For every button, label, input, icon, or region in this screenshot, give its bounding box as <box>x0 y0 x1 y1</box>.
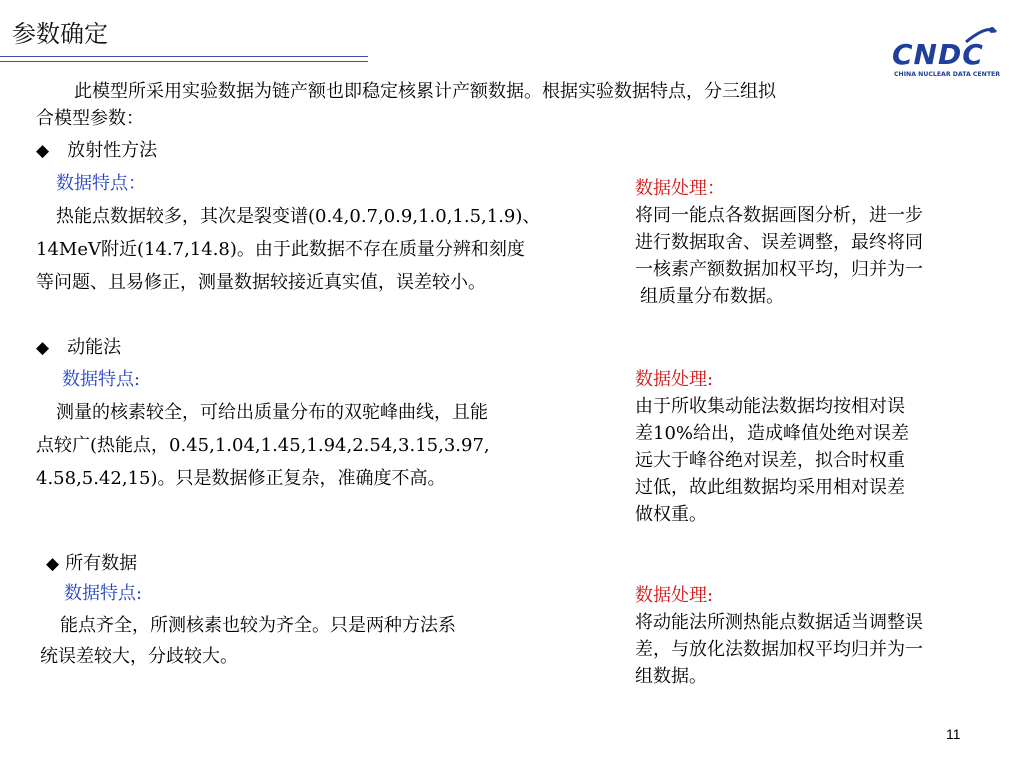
svg-text:CHINA NUCLEAR DATA CENTER: CHINA NUCLEAR DATA CENTER <box>894 71 1000 78</box>
section-1-feature-line-1: 热能点数据较多，其次是裂变谱(0.4,0.7,0.9,1.0,1.5,1.9)、 <box>56 206 541 227</box>
svg-text:CNDC: CNDC <box>892 38 984 71</box>
diamond-bullet-icon: ◆ <box>36 338 50 358</box>
section-1-feature-line-2: 14MeV附近(14.7,14.8)。由于此数据不存在质量分辨和刻度 <box>36 239 525 260</box>
section-1-process-line-1: 将同一能点各数据画图分析，进一步 <box>635 205 923 226</box>
title-underline-bottom <box>0 61 368 62</box>
section-3-process-line-2: 差，与放化法数据加权平均归并为一 <box>635 639 923 660</box>
diamond-bullet-icon: ◆ <box>46 554 60 574</box>
cndc-logo <box>888 20 1000 84</box>
section-1-process-label: 数据处理： <box>635 178 725 199</box>
title-underline-top <box>0 56 368 57</box>
section-2-feature-line-3: 4.58,5.42,15)。只是数据修正复杂，准确度不高。 <box>36 468 446 489</box>
section-3-feature-line-2: 统误差较大，分歧较大。 <box>40 646 238 667</box>
section-2-process-line-1: 由于所收集动能法数据均按相对误 <box>635 396 905 417</box>
page-title: 参数确定 <box>12 20 108 48</box>
section-1-heading <box>36 137 157 165</box>
section-2-process-line-3: 远大于峰谷绝对误差，拟合时权重 <box>635 450 905 471</box>
section-2-heading <box>36 334 121 362</box>
page-number: 11 <box>946 726 961 742</box>
section-2-title: 动能法 <box>67 337 122 358</box>
section-3-process-line-3: 组数据。 <box>635 666 707 687</box>
section-2-feature-label: 数据特点: <box>62 369 141 390</box>
section-2-process-label: 数据处理: <box>635 369 714 390</box>
section-3-process-label: 数据处理: <box>635 585 714 606</box>
section-1-process-line-2: 进行数据取舍、误差调整，最终将同 <box>635 232 923 253</box>
intro-line-1: 此模型所采用实验数据为链产额也即稳定核累计产额数据。根据实验数据特点，分三组拟 <box>74 81 776 102</box>
section-2-feature-line-1: 测量的核素较全，可给出质量分布的双驼峰曲线，且能 <box>56 402 488 423</box>
section-2-process-line-2: 差10%给出，造成峰值处绝对误差 <box>635 423 910 444</box>
section-1-process-line-4: 组质量分布数据。 <box>640 286 784 307</box>
section-3-heading <box>46 550 137 578</box>
section-3-process-line-1: 将动能法所测热能点数据适当调整误 <box>635 612 923 633</box>
section-3-feature-label: 数据特点: <box>64 583 143 604</box>
cndc-logo-graphic <box>888 20 1000 84</box>
section-2-process-line-4: 过低，故此组数据均采用相对误差 <box>635 477 905 498</box>
section-3-feature-line-1: 能点齐全，所测核素也较为齐全。只是两种方法系 <box>60 615 456 636</box>
section-1-title: 放射性方法 <box>67 140 158 161</box>
section-1-feature-line-3: 等问题、且易修正，测量数据较接近真实值，误差较小。 <box>36 272 486 293</box>
section-2-process-line-5: 做权重。 <box>635 504 707 525</box>
section-1-feature-label: 数据特点： <box>56 173 146 194</box>
intro-line-2: 合模型参数： <box>36 108 144 129</box>
section-1-process-line-3: 一核素产额数据加权平均，归并为一 <box>635 259 923 280</box>
diamond-bullet-icon: ◆ <box>36 141 50 161</box>
section-3-title: 所有数据 <box>65 553 138 574</box>
section-2-feature-line-2: 点较广(热能点，0.45,1.04,1.45,1.94,2.54,3.15,3.97, <box>36 435 490 456</box>
